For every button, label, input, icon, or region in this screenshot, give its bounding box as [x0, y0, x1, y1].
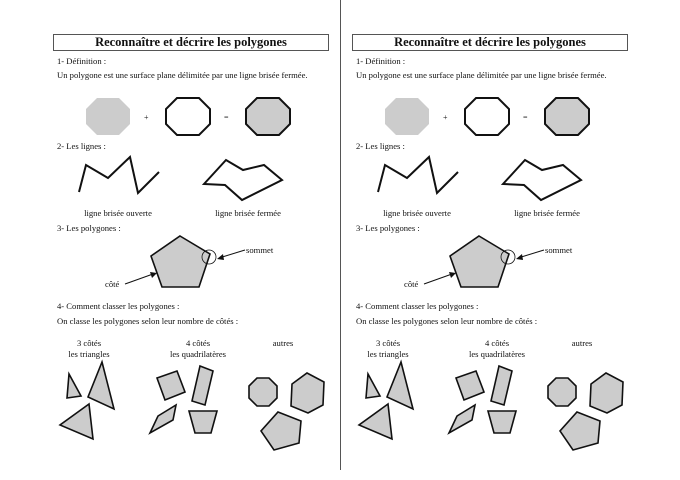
- category-triangles-count: 3 côtés: [375, 338, 401, 348]
- classification-intro: On classe les polygones selon leur nombre de côtés :: [356, 316, 538, 326]
- open-line-label: ligne brisée ouverte: [383, 208, 451, 218]
- square-icon: [456, 371, 484, 400]
- outline-octagon-icon: [465, 98, 509, 135]
- octagon-small-icon: [249, 378, 277, 406]
- rectangle-icon: [491, 366, 512, 405]
- triangle-tall-icon: [88, 362, 114, 409]
- square-icon: [157, 371, 185, 400]
- section2-heading: 2- Les lignes :: [356, 141, 405, 151]
- closed-line-label: ligne brisée fermée: [514, 208, 580, 218]
- category-triangles-name: les triangles: [68, 349, 110, 359]
- open-line-label: ligne brisée ouverte: [84, 208, 152, 218]
- closed-broken-line-icon: [503, 160, 581, 200]
- side-label: côté: [404, 279, 419, 289]
- triangle-wide-icon: [359, 404, 392, 439]
- worksheet-right: [299, 0, 607, 480]
- outline-octagon-icon: [166, 98, 210, 135]
- worksheet-left: [0, 0, 308, 480]
- triangle-tall-icon: [387, 362, 413, 409]
- category-triangles-name: les triangles: [367, 349, 409, 359]
- open-broken-line-icon: [378, 157, 458, 193]
- category-others: autres: [272, 338, 294, 348]
- side-arrow-icon: [125, 274, 153, 284]
- pentagon-icon: [450, 236, 509, 287]
- classification-intro: On classe les polygones selon leur nombre de côtés :: [57, 316, 239, 326]
- worksheet-title: Reconnaître et décrire les polygones: [352, 34, 628, 51]
- filled-octagon-icon: [385, 98, 429, 135]
- rectangle-icon: [192, 366, 213, 405]
- trapezoid-icon: [189, 411, 217, 433]
- triangle-wide-icon: [60, 404, 93, 439]
- side-label: côté: [105, 279, 120, 289]
- pentagon-icon: [151, 236, 210, 287]
- section3-heading: 3- Les polygones :: [356, 223, 420, 233]
- definition-text: Un polygone est une surface plane délimitée par une ligne brisée fermée.: [356, 70, 607, 80]
- triangle-small-icon: [67, 374, 81, 398]
- category-quadrilaterals-count: 4 côtés: [185, 338, 211, 348]
- section1-heading: 1- Définition :: [356, 56, 406, 66]
- octagon-small-icon: [548, 378, 576, 406]
- definition-text: Un polygone est une surface plane délimitée par une ligne brisée fermée.: [57, 70, 308, 80]
- closed-broken-line-icon: [204, 160, 282, 200]
- bordered-octagon-icon: [545, 98, 589, 135]
- category-triangles-count: 3 côtés: [76, 338, 102, 348]
- open-broken-line-icon: [79, 157, 159, 193]
- pentagon-small-icon: [560, 412, 600, 450]
- section4-heading: 4- Comment classer les polygones :: [57, 301, 180, 311]
- category-others: autres: [571, 338, 593, 348]
- triangle-small-icon: [366, 374, 380, 398]
- worksheet-figures: [299, 0, 639, 480]
- vertex-label: sommet: [246, 245, 274, 255]
- side-arrow-icon: [424, 274, 452, 284]
- section2-heading: 2- Les lignes :: [57, 141, 106, 151]
- equals-sign: =: [523, 113, 528, 122]
- section3-heading: 3- Les polygones :: [57, 223, 121, 233]
- parallelogram-icon: [150, 405, 176, 433]
- category-quadrilaterals-name: les quadrilatères: [468, 349, 526, 359]
- plus-sign: +: [443, 113, 448, 122]
- section1-heading: 1- Définition :: [57, 56, 107, 66]
- equals-sign: =: [224, 113, 229, 122]
- vertex-label: sommet: [545, 245, 573, 255]
- parallelogram-icon: [449, 405, 475, 433]
- hexagon-icon: [590, 373, 623, 413]
- worksheet-title: Reconnaître et décrire les polygones: [53, 34, 329, 51]
- category-quadrilaterals-name: les quadrilatères: [169, 349, 227, 359]
- category-quadrilaterals-count: 4 côtés: [484, 338, 510, 348]
- filled-octagon-icon: [86, 98, 130, 135]
- bordered-octagon-icon: [246, 98, 290, 135]
- section4-heading: 4- Comment classer les polygones :: [356, 301, 479, 311]
- plus-sign: +: [144, 113, 149, 122]
- trapezoid-icon: [488, 411, 516, 433]
- closed-line-label: ligne brisée fermée: [215, 208, 281, 218]
- pentagon-small-icon: [261, 412, 301, 450]
